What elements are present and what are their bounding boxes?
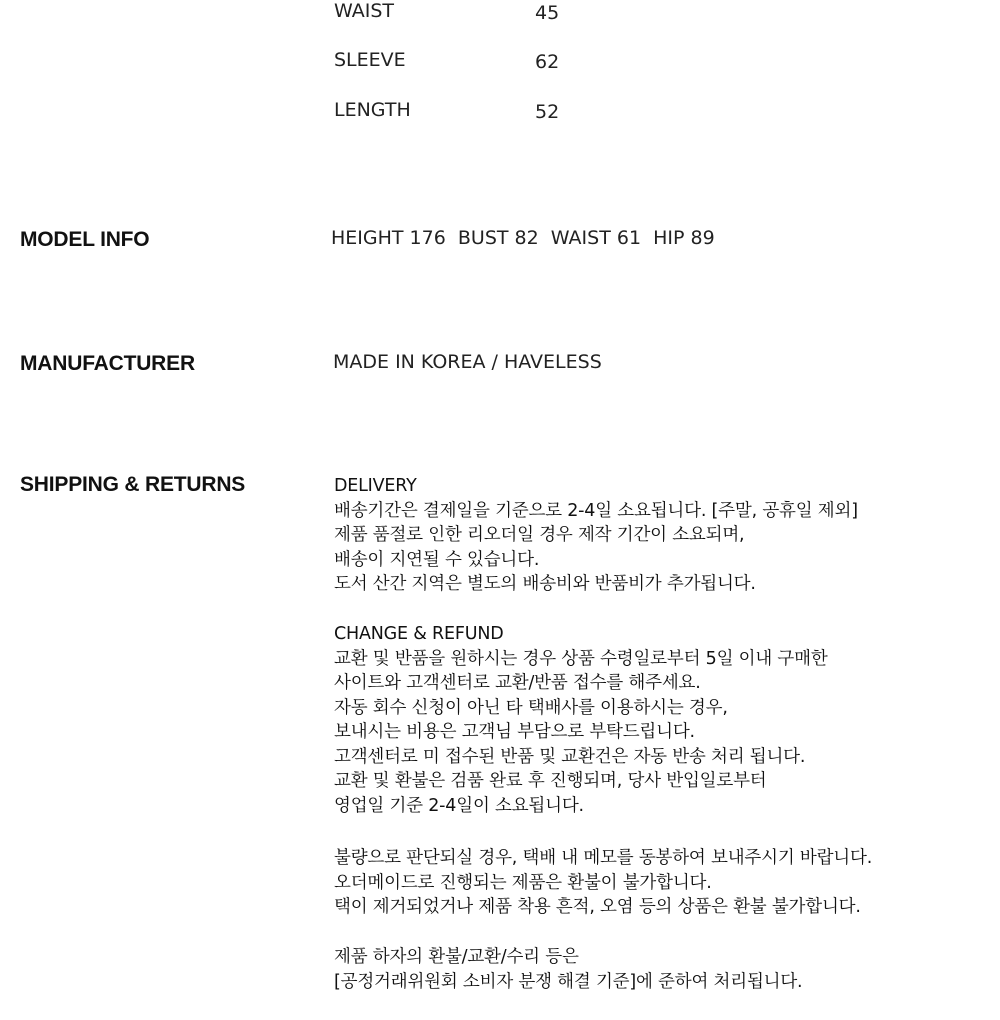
size-label-waist: WAIST <box>334 0 395 22</box>
delivery-block <box>334 474 858 597</box>
manufacturer-text: MADE IN KOREA / HAVELESS <box>333 351 602 373</box>
change-refund-line: 고객센터로 미 접수된 반품 및 교환건은 자동 반송 처리 됩니다. <box>334 746 806 767</box>
delivery-line: 제품 품절로 인한 리오더일 경우 제작 기간이 소요되며, <box>334 525 745 545</box>
dispute-block <box>334 945 802 994</box>
defect-note-line: 택이 제거되었거나 제품 착용 흔적, 오염 등의 상품은 환불 불가합니다. <box>334 897 861 917</box>
change-refund-block <box>334 622 828 818</box>
delivery-heading: DELIVERY <box>334 476 417 496</box>
delivery-line: 배송이 지연될 수 있습니다. <box>334 549 540 570</box>
change-refund-line: 교환 및 환불은 검품 완료 후 진행되며, 당사 반입일로부터 <box>334 771 767 791</box>
change-refund-line: 사이트와 고객센터로 교환/반품 접수를 해주세요. <box>334 673 701 693</box>
delivery-line: 배송기간은 결제일을 기준으로 2-4일 소요됩니다. [주말, 공휴일 제외] <box>334 500 858 521</box>
change-refund-line: 영업일 기준 2-4일이 소요됩니다. <box>334 795 584 816</box>
dispute-line: [공정거래위원회 소비자 분쟁 해결 기준]에 준하여 처리됩니다. <box>334 971 803 992</box>
shipping-returns-title: SHIPPING & RETURNS <box>20 473 246 496</box>
change-refund-heading: CHANGE & REFUND <box>334 624 504 644</box>
change-refund-line: 교환 및 반품을 원하시는 경우 상품 수령일로부터 5일 이내 구매한 <box>334 648 828 669</box>
dispute-line: 제품 하자의 환불/교환/수리 등은 <box>334 947 579 967</box>
manufacturer-title: MANUFACTURER <box>20 352 195 375</box>
defect-note-line: 불량으로 판단되실 경우, 택배 내 메모를 동봉하여 보내주시기 바랍니다. <box>334 848 873 868</box>
delivery-line: 도서 산간 지역은 별도의 배송비와 반품비가 추가됩니다. <box>334 574 756 594</box>
defect-notes-block <box>334 846 872 920</box>
change-refund-line: 자동 회수 신청이 아닌 타 택배사를 이용하시는 경우, <box>334 697 728 718</box>
model-info-title: MODEL INFO <box>20 228 150 251</box>
model-info-text: HEIGHT 176 BUST 82 WAIST 61 HIP 89 <box>331 227 715 249</box>
size-value-length: 52 <box>535 101 560 123</box>
size-value-waist: 45 <box>535 2 560 24</box>
change-refund-line: 보내시는 비용은 고객님 부담으로 부탁드립니다. <box>334 722 695 742</box>
size-label-sleeve: SLEEVE <box>334 49 406 71</box>
size-label-length: LENGTH <box>334 99 411 121</box>
defect-note-line: 오더메이드로 진행되는 제품은 환불이 불가합니다. <box>334 872 712 893</box>
size-value-sleeve: 62 <box>535 51 560 73</box>
